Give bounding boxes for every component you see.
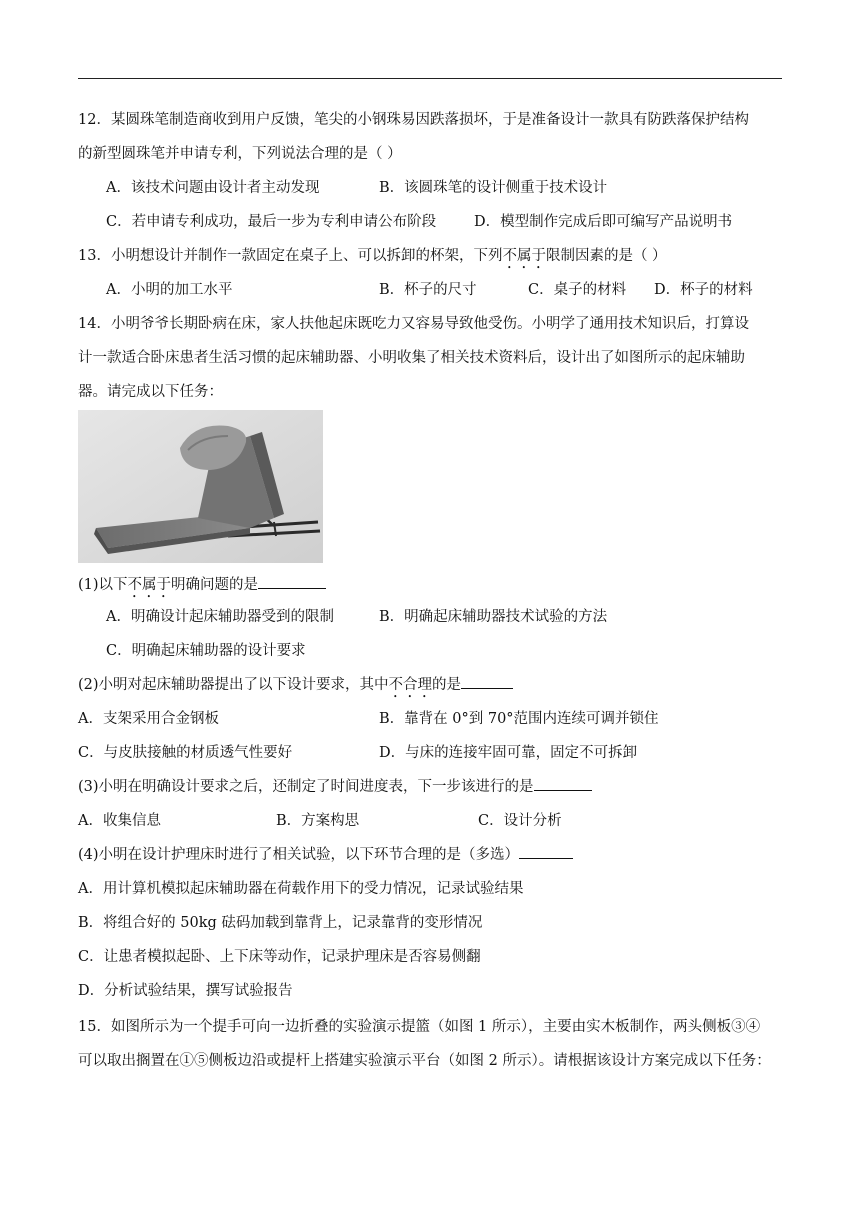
q14-sub4-option-d: D．分析试验结果，撰写试验报告 [78, 983, 293, 999]
q14-sub2-post: 的是 [432, 677, 462, 693]
q14-sub1-answer-blank[interactable] [258, 574, 326, 589]
q13-stem [78, 245, 667, 272]
q13-stem-pre: 13．小明想设计并制作一款固定在桌子上、可以拆卸的杯架，下列 [78, 248, 503, 264]
q14-sub1-option-b: B．明确起床辅助器技术试验的方法 [379, 609, 608, 625]
bed-assist-device-photo [78, 410, 323, 563]
q14-sub2-answer-blank[interactable] [461, 674, 513, 689]
q12-stem-line-2: 的新型圆珠笔并申请专利，下列说法合理的是（ ） [78, 146, 402, 162]
q14-sub2-option-a: A．支架采用合金钢板 [78, 711, 219, 727]
q14-sub1-emphasis: 不属于 [127, 577, 172, 593]
q14-sub2-option-b: B．靠背在 0°到 70°范围内连续可调并锁住 [379, 711, 659, 727]
q12-option-a: A．该技术问题由设计者主动发现 [106, 180, 320, 196]
q14-sub1-post: 明确问题的是 [171, 577, 259, 593]
q14-sub1-pre: (1)以下 [78, 577, 128, 593]
q13-stem-post: 限制因素的是（ ） [545, 248, 667, 264]
q14-sub4-option-b: B．将组合好的 50kg 砝码加载到靠背上，记录靠背的变形情况 [78, 915, 483, 931]
q14-sub2-emphasis: 不合理 [388, 677, 433, 693]
q14-sub1-option-a: A．明确设计起床辅助器受到的限制 [106, 609, 334, 625]
q13-option-b: B．杯子的尺寸 [379, 282, 477, 298]
q13-option-d: D．杯子的材料 [654, 282, 753, 298]
q14-sub4-answer-blank[interactable] [519, 844, 573, 859]
q14-sub3-option-c: C．设计分析 [478, 813, 562, 829]
header-rule [78, 78, 782, 79]
q12-stem-line-1: 12．某圆珠笔制造商收到用户反馈，笔尖的小钢珠易因跌落损坏，于是准备设计一款具有防跌落保护结构 [78, 112, 749, 128]
q14-sub3-stem-text: (3)小明在明确设计要求之后，还制定了时间进度表，下一步该进行的是 [78, 779, 534, 795]
q14-sub4-stem [78, 844, 573, 866]
q13-option-c: C．桌子的材料 [528, 282, 627, 298]
q14-sub2-option-d: D．与床的连接牢固可靠，固定不可拆卸 [379, 745, 638, 761]
q12-option-d: D．模型制作完成后即可编写产品说明书 [474, 214, 733, 230]
q15-stem-line-1: 15．如图所示为一个提手可向一边折叠的实验演示提篮（如图 1 所示），主要由实木板制作，两头侧板③④ [78, 1019, 761, 1035]
q12-option-c: C．若申请专利成功，最后一步为专利申请公布阶段 [106, 214, 437, 230]
q14-sub1-option-c: C．明确起床辅助器的设计要求 [106, 643, 306, 659]
q14-stem-line-1: 14．小明爷爷长期卧病在床，家人扶他起床既吃力又容易导致他受伤。小明学了通用技术知识后，打算设 [78, 316, 749, 332]
q14-stem-line-2: 计一款适合卧床患者生活习惯的起床辅助器、小明收集了相关技术资料后，设计出了如图所示的起床辅助 [78, 350, 745, 366]
q14-sub3-answer-blank[interactable] [534, 776, 592, 791]
q14-sub3-stem [78, 776, 592, 798]
q14-sub3-option-a: A．收集信息 [78, 813, 161, 829]
bed-assist-device-illustration [78, 410, 323, 563]
q15-stem-line-2: 可以取出搁置在①⑤侧板边沿或提杆上搭建实验演示平台（如图 2 所示）。请根据该设计方案完成以下任务： [78, 1053, 771, 1069]
q13-stem-emphasis: 不属于 [502, 248, 546, 264]
q14-sub3-option-b: B．方案构思 [276, 813, 360, 829]
q12-option-b: B．该圆珠笔的设计侧重于技术设计 [379, 180, 608, 196]
q14-sub2-pre: (2)小明对起床辅助器提出了以下设计要求，其中 [78, 677, 389, 693]
q14-sub2-stem [78, 674, 513, 701]
q14-stem-line-3: 器。请完成以下任务： [78, 384, 223, 400]
q14-sub2-option-c: C．与皮肤接触的材质透气性要好 [78, 745, 293, 761]
q13-option-a: A．小明的加工水平 [106, 282, 233, 298]
q14-sub4-stem-text: (4)小明在设计护理床时进行了相关试验，以下环节合理的是（多选） [78, 847, 520, 863]
q14-sub4-option-c: C．让患者模拟起卧、上下床等动作，记录护理床是否容易侧翻 [78, 949, 481, 965]
q14-sub4-option-a: A．用计算机模拟起床辅助器在荷载作用下的受力情况，记录试验结果 [78, 881, 524, 897]
q14-sub1-stem [78, 574, 326, 601]
